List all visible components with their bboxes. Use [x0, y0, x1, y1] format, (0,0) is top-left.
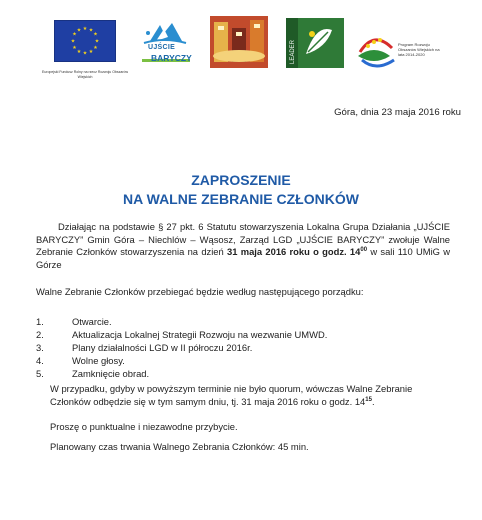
document-subtitle: NA WALNE ZEBRANIE CZŁONKÓW — [123, 191, 359, 207]
quorum-text: W przypadku, gdyby w powyższym terminie nie było quorum, wówczas Walne Zebranie Członków odbędzie się w tym samym dniu, tj. 31 maja 2016 roku o godz. 14 — [50, 383, 413, 407]
quorum-paragraph — [50, 383, 440, 408]
agenda-text: Plany działalności LGD w II półroczu 2016r. — [72, 342, 253, 353]
agenda-text: Zamknięcie obrad. — [72, 368, 150, 379]
svg-text:★: ★ — [82, 26, 88, 32]
agenda-number: 5. — [36, 368, 44, 379]
meeting-minutes: 00 — [360, 247, 368, 253]
city-emblem-logo — [210, 16, 268, 68]
agenda-item — [36, 355, 436, 368]
svg-text:★: ★ — [70, 38, 76, 45]
document-date: Góra, dnia 23 maja 2016 roku — [334, 107, 461, 118]
prow-caption: Program Rozwoju Obszarów Wiejskich na lata 2014-2020 — [398, 42, 440, 57]
lgd-logo-word1: UJŚCIE — [148, 44, 176, 51]
svg-text:★: ★ — [72, 31, 77, 38]
eu-flag-logo — [54, 20, 116, 62]
svg-text:★: ★ — [88, 49, 94, 55]
agenda-item — [36, 329, 436, 342]
agenda-text: Wolne głosy. — [72, 355, 125, 366]
meeting-datetime: 31 maja 2016 roku o godz. 14 — [227, 246, 361, 257]
agenda-item — [36, 316, 436, 329]
invitation-paragraph — [36, 221, 450, 271]
para1-location: w sali 110 UMiG w Górze — [36, 246, 451, 270]
svg-text:LEADER: LEADER — [290, 39, 296, 64]
duration-note: Planowany czas trwania Walnego Zebrania Członków: 45 min. — [50, 441, 309, 452]
svg-text:★: ★ — [94, 38, 100, 45]
svg-text:★: ★ — [93, 31, 98, 38]
agenda-number: 3. — [36, 342, 44, 353]
lgd-logo-word2: BARYCZY — [151, 53, 192, 63]
logo-header — [0, 0, 482, 90]
svg-text:★: ★ — [82, 50, 88, 57]
agenda-item — [36, 368, 436, 381]
svg-text:★: ★ — [72, 45, 77, 51]
agenda-text: Otwarcie. — [72, 316, 112, 327]
svg-text:★: ★ — [88, 27, 94, 34]
quorum-minutes: 15 — [365, 396, 372, 403]
leader-logo — [286, 18, 344, 68]
agenda-item — [36, 342, 436, 355]
para1-text: Działając na podstawie § 27 pkt. 6 Statutu stowarzyszenia Lokalna Grupa Działania „UJŚCIE BARYCZY” Gmin Góra – Niechlów – Wąsosz, Zarząd LGD „UJŚCIE BARYCZY” zwołuje Walne Zebranie Członków stowarzyszenia na dzień — [36, 221, 450, 257]
eu-caption: Europejski Fundusz Rolny na rzecz Rozwoju Obszarów Wiejskich — [42, 70, 128, 79]
agenda-list — [36, 316, 436, 381]
agenda-number: 1. — [36, 316, 44, 327]
agenda-text: Aktualizacja Lokalnej Strategii Rozwoju na wezwanie UMWD. — [72, 329, 328, 340]
svg-text:★: ★ — [76, 27, 82, 34]
svg-text:★: ★ — [93, 45, 98, 51]
document-title: ZAPROSZENIE — [191, 172, 291, 188]
svg-text:★: ★ — [76, 49, 82, 55]
quorum-end: . — [371, 395, 375, 407]
punctuality-note: Proszę o punktualne i niezawodne przybycie. — [50, 421, 238, 432]
agenda-number: 2. — [36, 329, 44, 340]
agenda-intro: Walne Zebranie Członków przebiegać będzie według następującego porządku: — [36, 286, 364, 297]
agenda-number: 4. — [36, 355, 44, 366]
